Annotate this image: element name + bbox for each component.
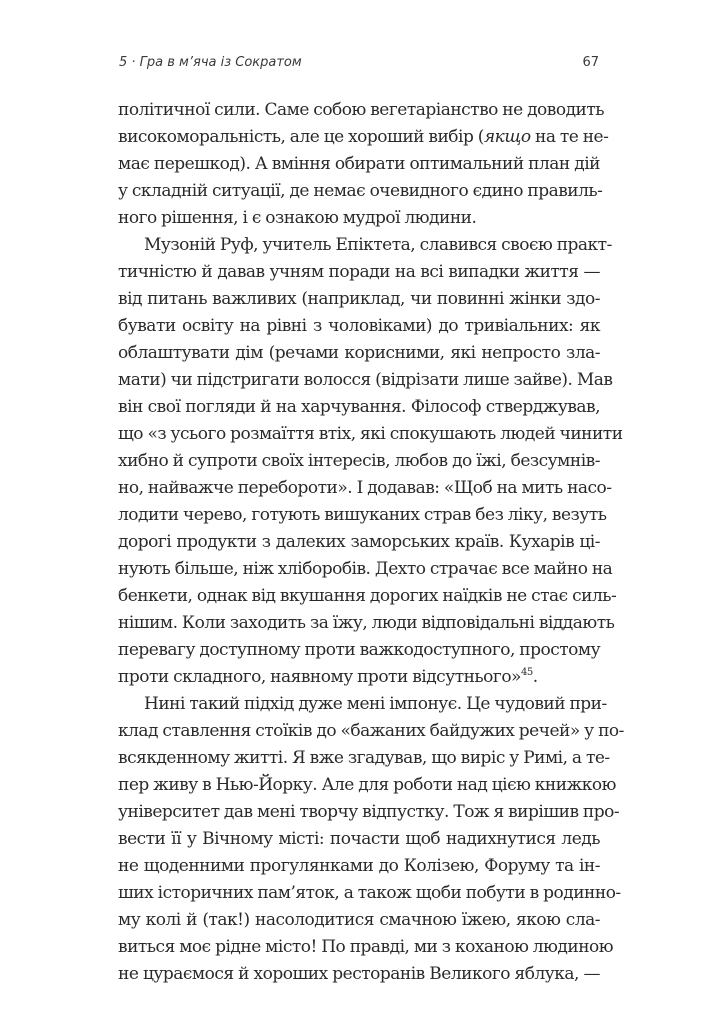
text-line: не цураємося й хороших ресторанів Великого яблука, — [118, 964, 600, 984]
text-line: лодити черево, готують вишуканих страв без ліку, везуть [118, 505, 607, 525]
text-line: хибно й супроти своїх інтересів, любов до їжі, безсумнів- [118, 451, 600, 471]
text-line: високоморальність, але це хороший вибір (якщо на те не- [118, 127, 609, 147]
text-line: облаштувати дім (речами корисними, які непросто зла- [118, 343, 600, 363]
text-line: мати) чи підстригати волосся (відрізати лише зайве). Мав [118, 370, 613, 390]
chapter-title: 5 · Гра в м’яча із Сократом [119, 55, 302, 70]
text-line: му колі й (так!) насолодитися смачною їжею, якою сла- [118, 910, 600, 930]
text-line: не щоденними прогулянками до Колізею, Форуму та ін- [118, 856, 600, 876]
text-line: нують більше, ніж хліборобів. Дехто страчає все майно на [118, 559, 613, 579]
text-line: політичної сили. Саме собою вегетаріанство не доводить [118, 100, 605, 120]
text-line: всякденному житті. Я вже згадував, що виріс у Римі, а те- [118, 748, 610, 768]
text-line: ного рішення, і є ознакою мудрої людини. [118, 208, 477, 228]
text-line: тичністю й давав учням поради на всі випадки життя — [118, 262, 600, 282]
page-number: 67 [582, 55, 599, 70]
text-line: вести її у Вічному місті: почасти щоб надихнутися ледь [118, 829, 600, 849]
text-line: ших історичних пам’яток, а також щоби побути в родинно- [118, 883, 621, 903]
text-line: но, найважче перебороти». І додавав: «Щоб на мить насо- [118, 478, 612, 498]
text-line: університет дав мені творчу відпустку. Тож я вирішив про- [118, 802, 620, 822]
running-header [119, 55, 599, 77]
text-line: перевагу доступному проти важкодоступного, простому [118, 640, 601, 660]
text-line: що «з усього розмаїття втіх, які спокушають людей чинити [118, 424, 623, 444]
text-line: він свої погляди й на харчування. Філософ стверджував, [118, 397, 600, 417]
body-text [118, 97, 624, 988]
text-line: має перешкод). А вміння обирати оптимальний план дій [118, 154, 600, 174]
text-line: проти складного, наявному проти відсутнього»$^{45}$. [118, 667, 538, 687]
text-line: клад ставлення стоїків до «бажаних байдужих речей» у по- [118, 721, 624, 741]
text-line: бувати освіту на рівні з чоловіками) до тривіальних: як [118, 316, 600, 336]
text-line: виться моє рідне місто! По правді, ми з коханою людиною [118, 937, 614, 957]
text-line: у складній ситуації, де немає очевидного єдино правиль- [118, 181, 603, 201]
text-line: Нині такий підхід дуже мені імпонує. Це чудовий при- [144, 694, 607, 714]
text-line: від питань важливих (наприклад, чи повинні жінки здо- [118, 289, 600, 309]
text-line: нішим. Коли заходить за їжу, люди відповідальні віддають [118, 613, 615, 633]
footnote-reference: 45 [520, 667, 533, 678]
text-line: пер живу в Нью-Йорку. Але для роботи над цією книжкою [118, 775, 616, 795]
text-line: дорогі продукти з далеких заморських країв. Кухарів ці- [118, 532, 600, 552]
emphasized-word: якщо [483, 127, 531, 147]
text-line: бенкети, однак від вкушання дорогих наїдків не стає силь- [118, 586, 617, 606]
text-line: Музоній Руф, учитель Епіктета, славився своєю практ- [144, 235, 612, 255]
